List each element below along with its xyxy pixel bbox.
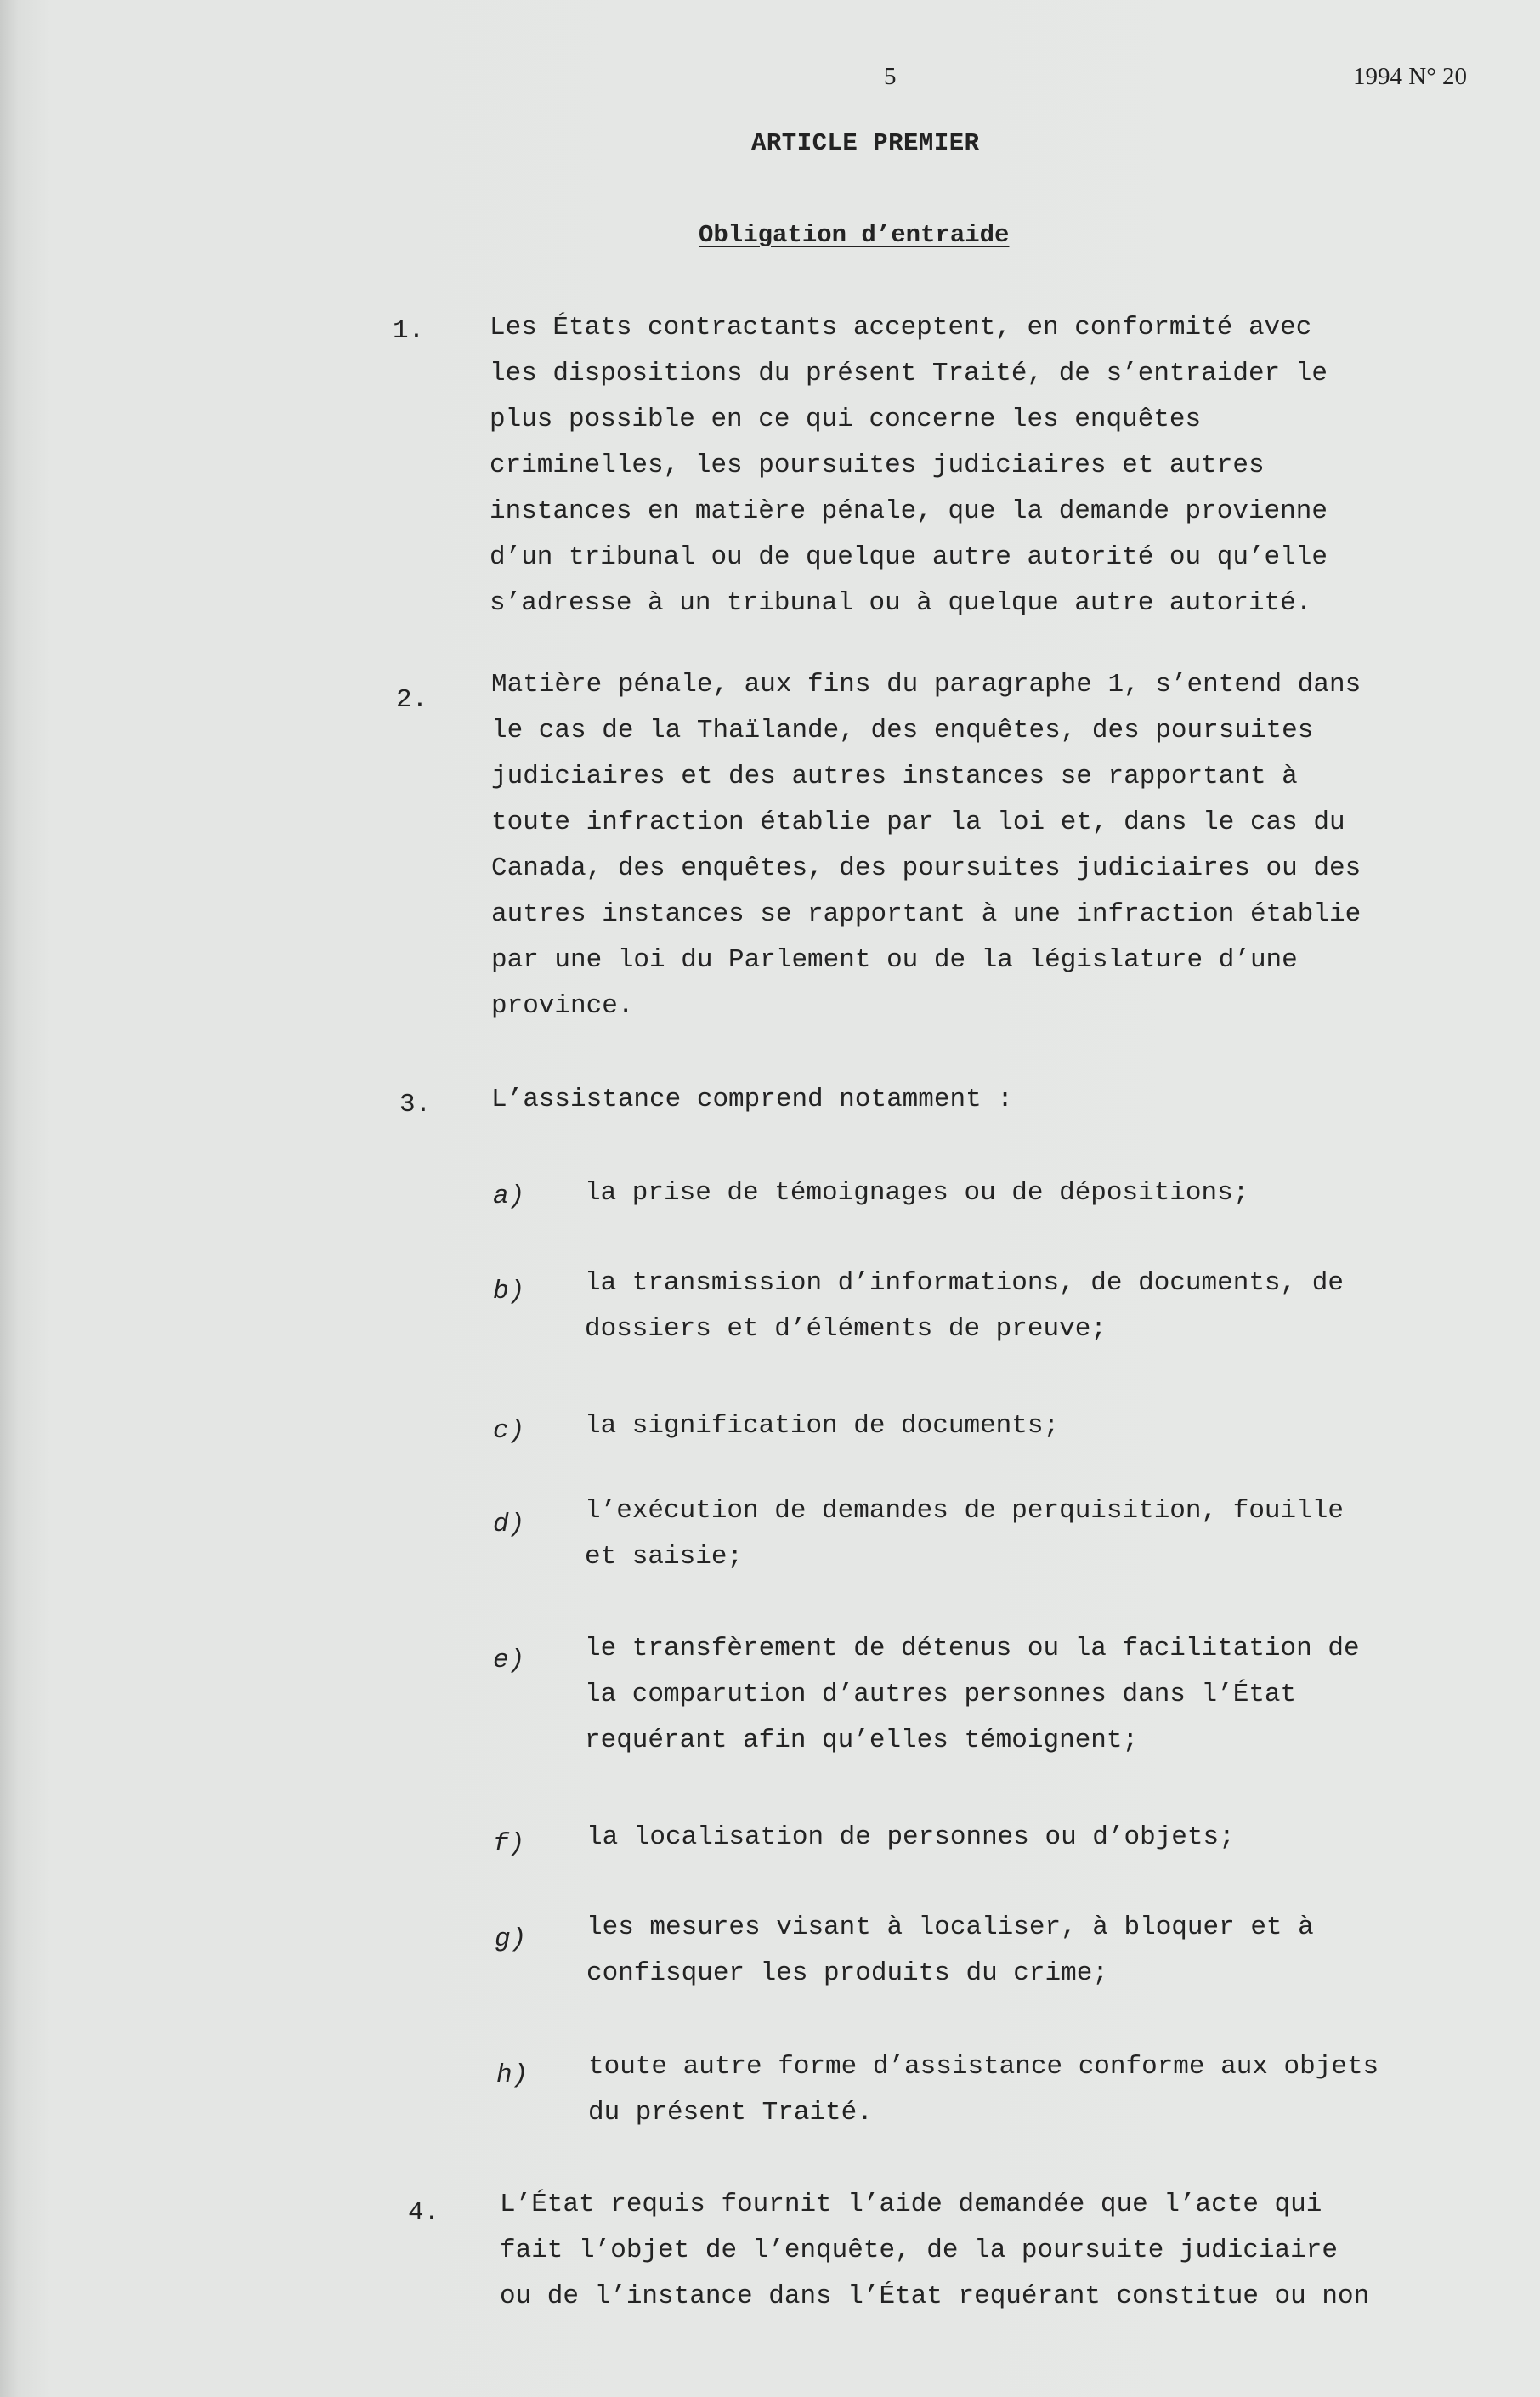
- paragraph-intro: L’assistance comprend notamment :: [491, 1085, 1013, 1114]
- article-subtitle: Obligation d’entraide: [699, 221, 1010, 249]
- item-letter: f): [493, 1829, 525, 1859]
- paragraph-line: par une loi du Parlement ou de la législature d’une: [491, 945, 1298, 975]
- item-line: du présent Traité.: [588, 2098, 873, 2128]
- item-letter: e): [493, 1646, 525, 1675]
- item-line: le transfèrement de détenus ou la facilitation de: [585, 1634, 1360, 1663]
- paragraph-line: Canada, des enquêtes, des poursuites judiciaires ou des: [491, 853, 1362, 883]
- item-line: les mesures visant à localiser, à bloquer et à: [586, 1912, 1314, 1942]
- paragraph-line: L’État requis fournit l’aide demandée que l’acte qui: [500, 2190, 1322, 2219]
- paragraph-line: Les États contractants acceptent, en conformité avec: [490, 313, 1312, 343]
- paragraph-line: Matière pénale, aux fins du paragraphe 1, s’entend dans: [491, 670, 1362, 700]
- item-line: toute autre forme d’assistance conforme aux objets: [588, 2052, 1379, 2082]
- item-letter: a): [493, 1182, 525, 1211]
- item-line: dossiers et d’éléments de preuve;: [585, 1314, 1107, 1344]
- paragraph-line: s’adresse à un tribunal ou à quelque autre autorité.: [490, 588, 1312, 618]
- page-number: 5: [884, 63, 897, 90]
- paragraph-line: ou de l’instance dans l’État requérant constitue ou non: [500, 2281, 1370, 2311]
- item-line: la prise de témoignages ou de dépositions;: [585, 1178, 1249, 1208]
- paragraph-number: 2.: [396, 685, 428, 715]
- paragraph-line: d’un tribunal ou de quelque autre autorité ou qu’elle: [490, 542, 1328, 572]
- paragraph-line: toute infraction établie par la loi et, dans le cas du: [491, 808, 1345, 837]
- item-letter: d): [493, 1510, 525, 1539]
- item-line: la transmission d’informations, de documents, de: [585, 1268, 1344, 1298]
- item-line: la comparution d’autres personnes dans l’État: [585, 1680, 1297, 1709]
- item-letter: h): [496, 2060, 529, 2090]
- item-line: l’exécution de demandes de perquisition, fouille: [585, 1496, 1344, 1526]
- document-reference: 1994 N° 20: [1353, 63, 1468, 90]
- item-line: la localisation de personnes ou d’objets;: [586, 1822, 1235, 1852]
- item-letter: b): [493, 1277, 525, 1306]
- paragraph-number: 1.: [393, 316, 425, 346]
- item-line: la signification de documents;: [585, 1411, 1060, 1441]
- paragraph-line: les dispositions du présent Traité, de s’entraider le: [490, 359, 1328, 388]
- paragraph-line: criminelles, les poursuites judiciaires et autres: [490, 450, 1265, 480]
- paragraph-line: instances en matière pénale, que la demande provienne: [490, 496, 1328, 526]
- item-line: requérant afin qu’elles témoignent;: [585, 1726, 1139, 1755]
- paragraph-line: judiciaires et des autres instances se rapportant à: [491, 762, 1298, 791]
- paragraph-number: 4.: [408, 2198, 440, 2228]
- item-letter: c): [493, 1416, 525, 1446]
- item-line: confisquer les produits du crime;: [586, 1958, 1108, 1988]
- paragraph-line: fait l’objet de l’enquête, de la poursuite judiciaire: [500, 2236, 1338, 2265]
- paragraph-number: 3.: [399, 1090, 432, 1119]
- item-line: et saisie;: [585, 1542, 744, 1572]
- paragraph-line: autres instances se rapportant à une infraction établie: [491, 899, 1362, 929]
- article-title: ARTICLE PREMIER: [751, 129, 980, 157]
- paragraph-line: plus possible en ce qui concerne les enquêtes: [490, 405, 1202, 434]
- paragraph-line: le cas de la Thaïlande, des enquêtes, des poursuites: [491, 716, 1314, 745]
- paragraph-line: province.: [491, 991, 634, 1021]
- item-letter: g): [495, 1924, 527, 1954]
